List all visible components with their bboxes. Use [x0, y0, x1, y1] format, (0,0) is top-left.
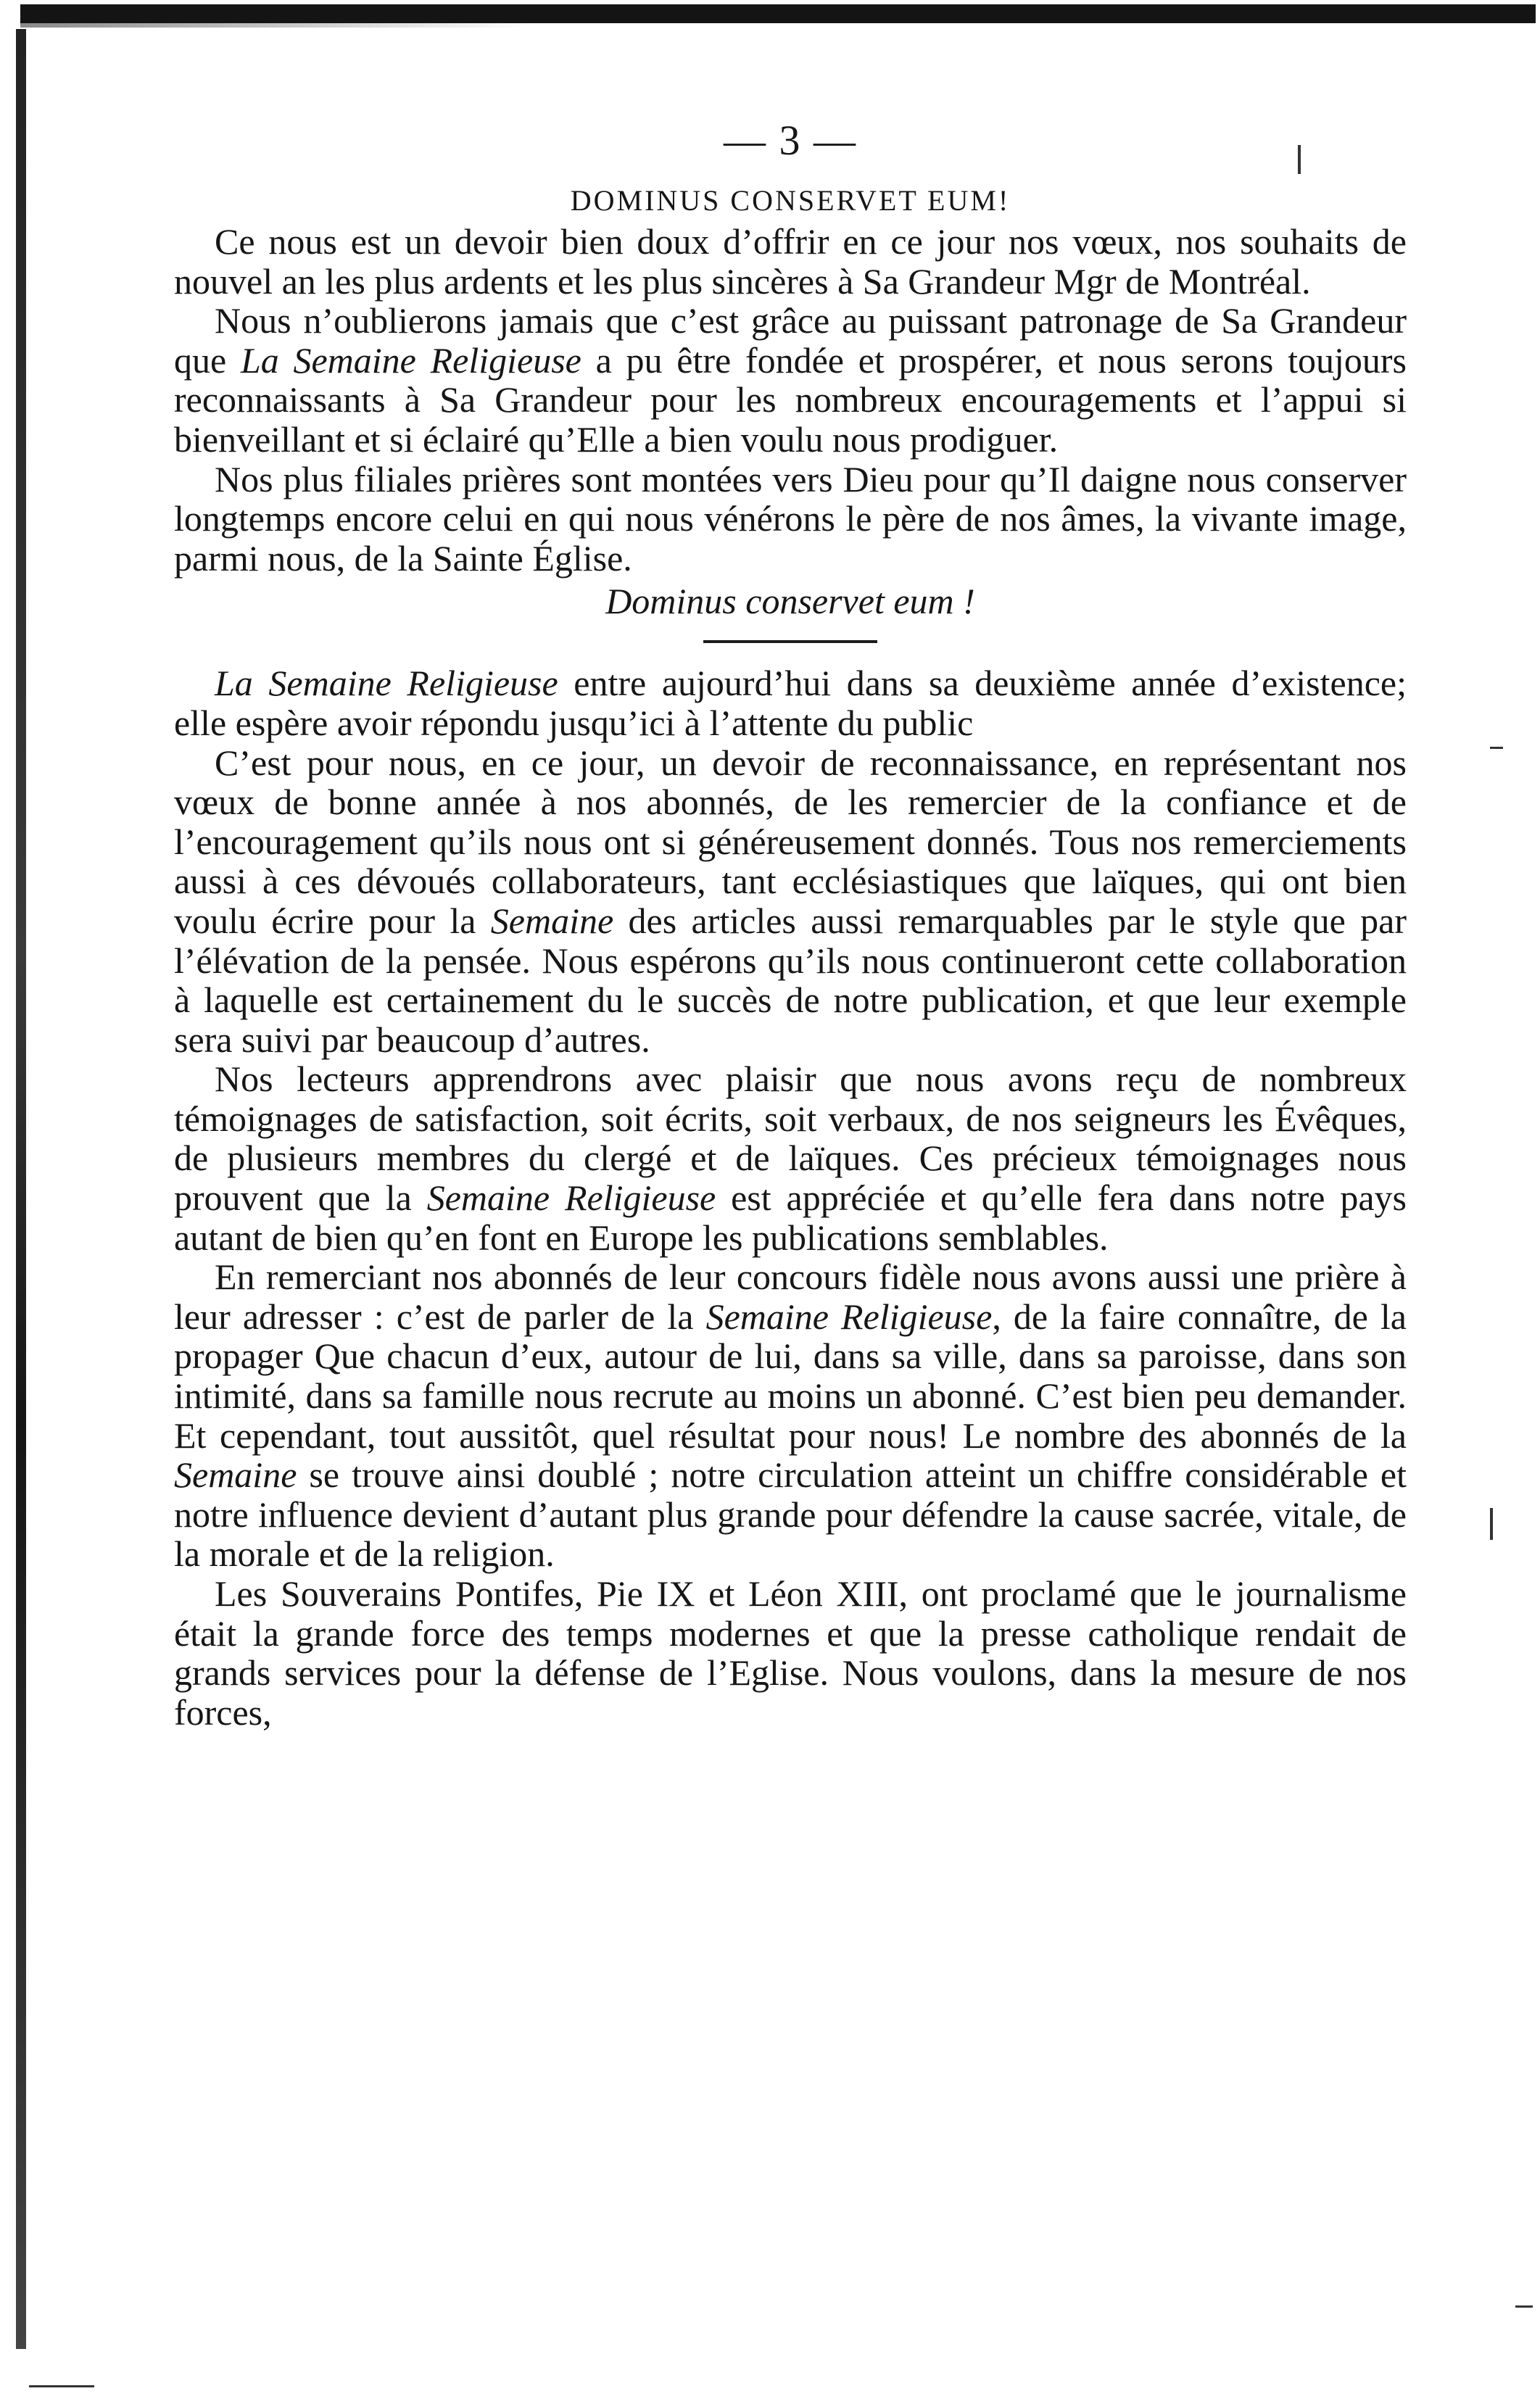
publication-title: Semaine	[490, 900, 614, 941]
section-separator	[703, 640, 877, 643]
scan-speck	[1515, 2305, 1533, 2308]
text-run: Nos plus filiales prières sont montées vers Dieu pour qu’Il daigne nous conserver longtemps encore celui en qui nous vénérons le père de nos âmes, la vivante image, parmi nous, de la Sainte Église.	[174, 458, 1407, 579]
document-page	[174, 116, 1407, 1732]
paragraph-greeting-1	[174, 222, 1407, 301]
text-run: a pu être fondée et prospérer, et nous serons toujours reconnaissants à Sa Grandeur pour les nombreux encouragements et l’appui si bienveillant et si éclairé qu’Elle a bien voulu nous prodiguer.	[174, 339, 1407, 460]
text-run: , de la faire connaître, de la propager Que chacun d’eux, autour de lui, dans sa ville, dans sa paroisse, dans son intimité, dans sa famille nous recrute au moins un abonné. C’est bien peu demander. Et cependant, tout aussitôt, quel résultat pour nous! Le nombre des abonnés de la	[174, 1296, 1407, 1456]
paragraph-article-1	[174, 663, 1407, 742]
publication-title: Semaine Religieuse	[705, 1296, 993, 1337]
signoff-line: Dominus conservet eum !	[605, 581, 975, 622]
text-run: Les Souverains Pontifes, Pie IX et Léon XIII, ont proclamé que le journalisme était la grande force des temps modernes et que la presse catholique rendait de grands services pour la défense de l’Eglise. Nous voulons, dans la mesure de nos forces,	[174, 1573, 1407, 1733]
paragraph-article-3	[174, 1059, 1407, 1257]
publication-title: La Semaine Religieuse	[215, 663, 558, 704]
publication-title: Semaine	[174, 1454, 297, 1496]
scan-speck	[29, 2385, 94, 2387]
text-run: entre aujourd’hui dans sa deuxième année d’existence; elle espère avoir répondu jusqu’ici à l’attente du public	[174, 663, 1407, 743]
text-run: Nous n’oublierons jamais que c’est grâce au puissant patronage de Sa Grandeur que	[174, 300, 1407, 381]
scan-top-border	[20, 4, 1536, 23]
text-run: Ce nous est un devoir bien doux d’offrir en ce jour nos vœux, nos souhaits de nouvel an les plus ardents et les plus sincères à Sa Grandeur Mgr de Montréal.	[174, 221, 1407, 302]
text-run: des articles aussi remarquables par le style que par l’élévation de la pensée. Nous espérons qu’ils nous continueront cette collaboration à laquelle est certainement du le succès de notre publication, et que leur exemple sera suivi par beaucoup d’autres.	[174, 900, 1407, 1060]
publication-title: La Semaine Religieuse	[240, 339, 581, 381]
paragraph-greeting-3	[174, 460, 1407, 579]
paragraph-article-5	[174, 1574, 1407, 1732]
paragraph-article-4	[174, 1257, 1407, 1574]
scan-speck	[1490, 747, 1503, 749]
text-run: se trouve ainsi doublé ; notre circulation atteint un chiffre considérable et notre influence devient d’autant plus grande pour défendre la cause sacrée, vitale, de la morale et de la religion.	[174, 1454, 1407, 1575]
section-heading: DOMINUS CONSERVET EUM!	[570, 184, 1011, 217]
text-run: En remerciant nos abonnés de leur concours fidèle nous avons aussi une prière à leur adresser : c’est de parler de la	[174, 1256, 1407, 1337]
scan-top-border-fade	[20, 23, 528, 28]
page-number: — 3 —	[724, 117, 857, 164]
paragraph-article-2	[174, 743, 1407, 1060]
publication-title: Semaine Religieuse	[426, 1177, 716, 1219]
text-run: Nos lecteurs apprendrons avec plaisir que nous avons reçu de nombreux témoignages de satisfaction, soit écrits, soit verbaux, de nos seigneurs les Évêques, de plusieurs membres du clergé et de laïques. Ces précieux témoignages nous prouvent que la	[174, 1058, 1407, 1219]
scan-speck	[1490, 1508, 1493, 1540]
scan-left-edge	[16, 29, 26, 2349]
text-run: est appréciée et qu’elle fera dans notre pays autant de bien qu’en font en Europe les publications semblables.	[174, 1177, 1407, 1258]
paragraph-greeting-2	[174, 301, 1407, 459]
text-run: C’est pour nous, en ce jour, un devoir de reconnaissance, en représentant nos vœux de bonne année à nos abonnés, de les remercier de la confiance et de l’encouragement qu’ils nous ont si généreusement donnés. Tous nos remerciements aussi à ces dévoués collaborateurs, tant ecclésiastiques que laïques, qui ont bien voulu écrire pour la	[174, 742, 1407, 941]
